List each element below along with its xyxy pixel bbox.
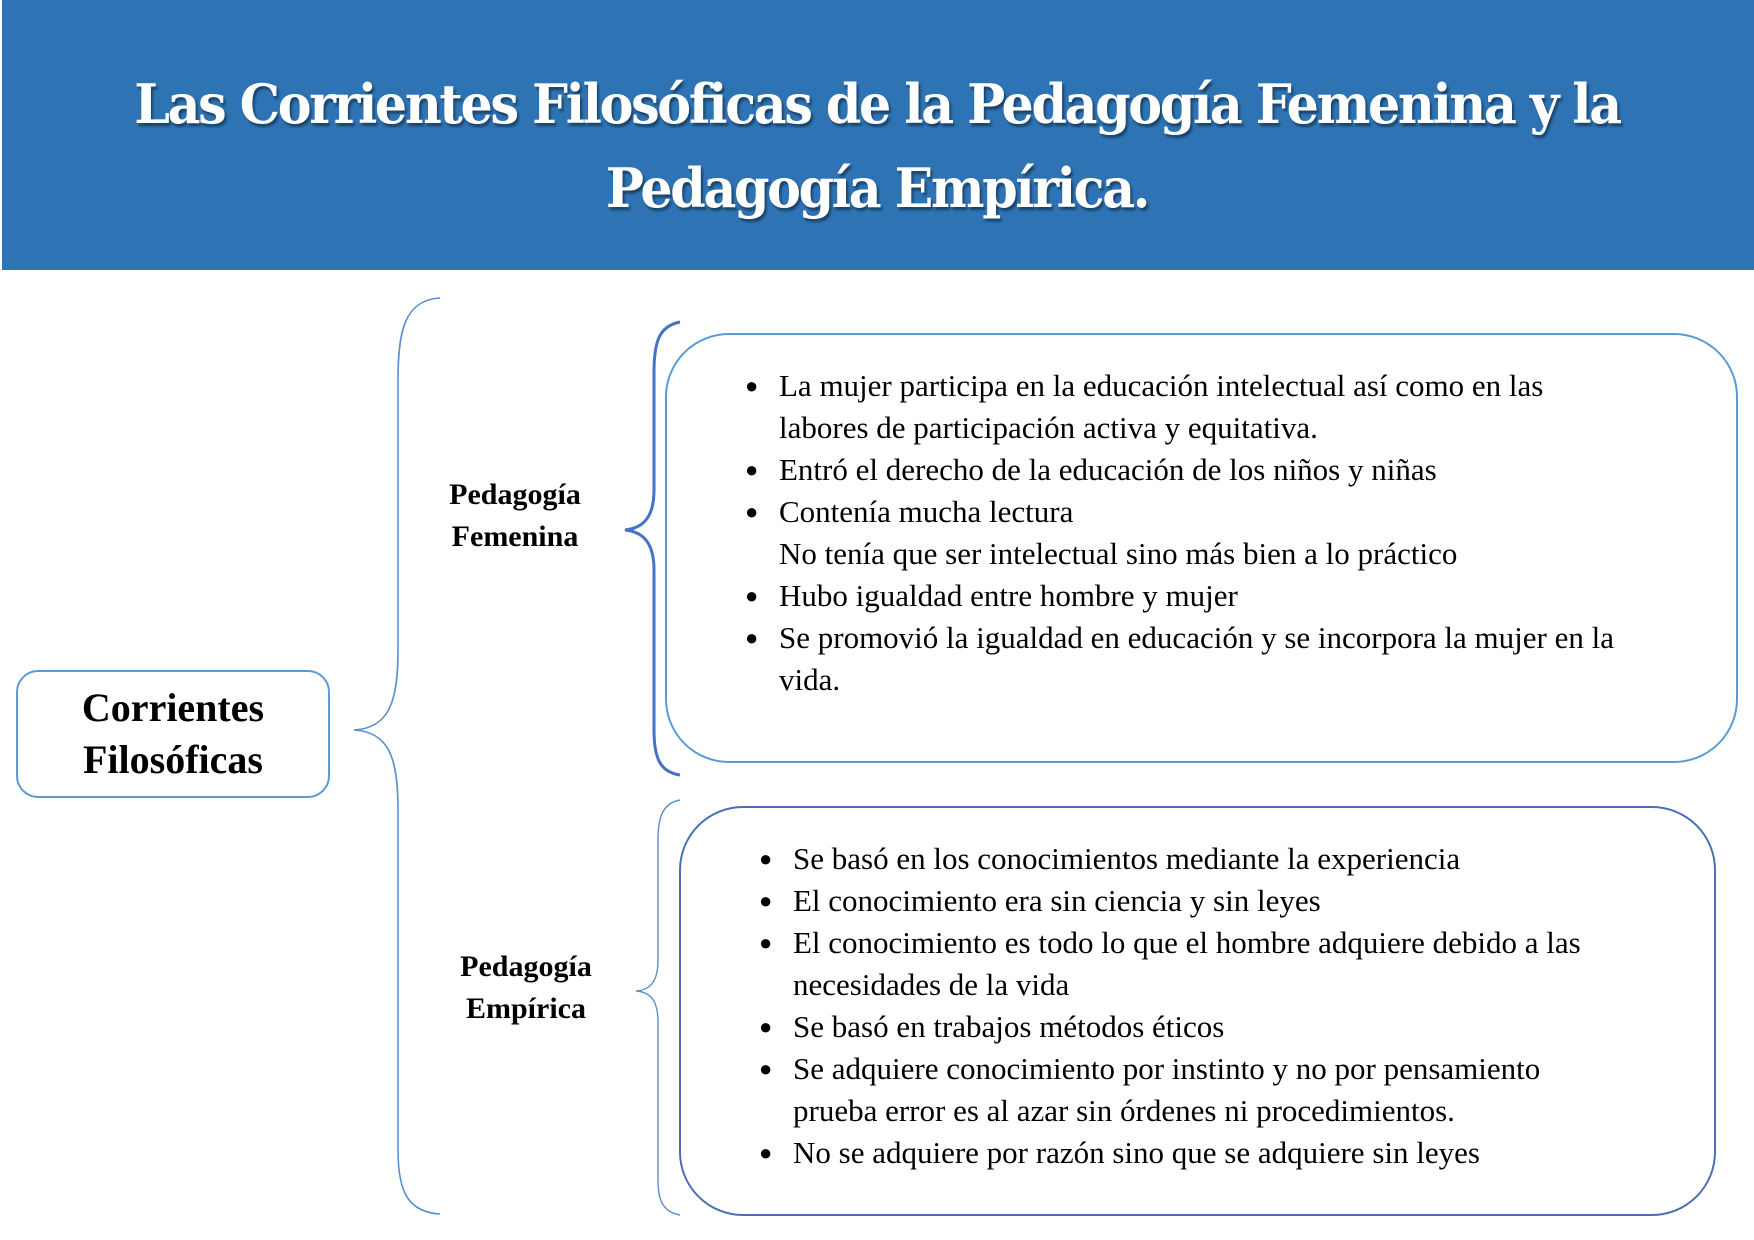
list-item-text: Entró el derecho de la educación de los niños y niñas: [779, 452, 1437, 487]
list-item: [759, 880, 1693, 922]
list-item-text: Se promovió la igualdad en educación y se incorpora la mujer en la: [779, 620, 1614, 655]
femenina-content-box: [665, 333, 1738, 763]
bullet-icon: ●: [745, 373, 759, 398]
list-item-continuation: [779, 407, 1709, 449]
empirica-list: [759, 838, 1693, 1174]
list-item-text: El conocimiento es todo lo que el hombre adquiere debido a las: [793, 925, 1581, 960]
bullet-icon: ●: [759, 930, 773, 955]
list-item-text: Se basó en los conocimientos mediante la experiencia: [793, 841, 1461, 876]
title-line-2: Pedagogía Empírica.: [605, 156, 1149, 220]
list-item-text: vida.: [779, 662, 841, 697]
root-brace: [354, 298, 440, 1214]
root-node: [16, 670, 330, 798]
list-item: [759, 1006, 1693, 1048]
list-item: [759, 1048, 1693, 1090]
bullet-icon: ●: [745, 457, 759, 482]
list-item: [745, 491, 1709, 533]
list-item-continuation: [779, 659, 1709, 701]
bullet-icon: ●: [759, 1014, 773, 1039]
bullet-icon: ●: [745, 625, 759, 650]
bullet-icon: ●: [759, 1140, 773, 1165]
bullet-icon: ●: [745, 583, 759, 608]
list-item-text: Hubo igualdad entre hombre y mujer: [779, 578, 1238, 613]
list-item-text: Contenía mucha lectura: [779, 494, 1074, 529]
bullet-icon: ●: [759, 1056, 773, 1081]
list-item-text: Se adquiere conocimiento por instinto y no por pensamiento: [793, 1051, 1541, 1086]
list-item: [745, 449, 1709, 491]
list-item-text: La mujer participa en la educación intelectual así como en las: [779, 368, 1544, 403]
root-line-1: Corrientes: [81, 685, 265, 730]
list-item-continuation: [793, 964, 1693, 1006]
list-item: [759, 1132, 1693, 1174]
title-line-1: Las Corrientes Filosóficas de la Pedagogía Femenina y la: [134, 72, 1620, 136]
list-item: [745, 575, 1709, 617]
list-item-continuation: [793, 1090, 1693, 1132]
femenina-list: [745, 365, 1709, 701]
list-item: [745, 617, 1709, 659]
branch-label-empirica: Pedagogía Empírica: [460, 950, 592, 1025]
list-item-text: prueba error es al azar sin órdenes ni procedimientos.: [793, 1093, 1455, 1128]
list-item: [759, 922, 1693, 964]
empirica-content-box: [679, 806, 1716, 1216]
bullet-icon: ●: [759, 846, 773, 871]
root-line-2: Filosóficas: [83, 737, 263, 782]
bullet-icon: ●: [759, 888, 773, 913]
list-item-text: labores de participación activa y equitativa.: [779, 410, 1318, 445]
branch-label-femenina: Pedagogía Femenina: [449, 478, 581, 553]
list-item-text: necesidades de la vida: [793, 967, 1070, 1002]
list-item: [745, 365, 1709, 407]
list-item-text: No se adquiere por razón sino que se adquiere sin leyes: [793, 1135, 1480, 1170]
list-item-text: No tenía que ser intelectual sino más bien a lo práctico: [779, 536, 1458, 571]
list-item-continuation: [779, 533, 1709, 575]
bullet-icon: ●: [745, 499, 759, 524]
list-item: [759, 838, 1693, 880]
empirica-brace: [636, 800, 680, 1215]
list-item-text: Se basó en trabajos métodos éticos: [793, 1009, 1225, 1044]
list-item-text: El conocimiento era sin ciencia y sin leyes: [793, 883, 1321, 918]
